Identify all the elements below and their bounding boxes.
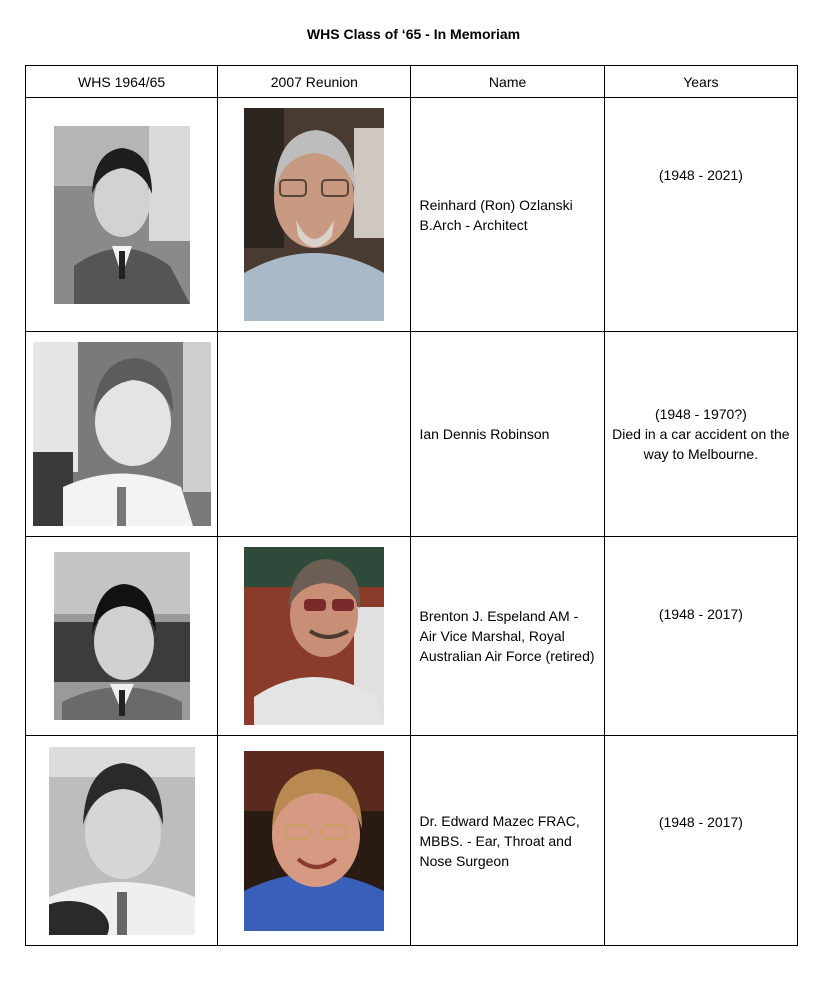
name-cell: Dr. Edward Mazec FRAC, MBBS. - Ear, Throat and Nose Surgeon [411,736,604,946]
document-title: WHS Class of ‘65 - In Memoriam [306,26,521,42]
reunion-photo-cell-empty [218,332,411,537]
years-range: (1948 - 2021) [658,167,743,183]
school-photo-cell [26,332,218,537]
school-portrait-photo [54,552,190,720]
school-portrait-photo [54,126,190,304]
header-whs-1964-65: WHS 1964/65 [26,66,218,98]
years-range: (1948 - 2017) [658,814,743,830]
memoriam-table [25,65,798,946]
reunion-photo-cell [218,537,411,736]
reunion-portrait-photo [244,751,384,931]
school-photo-cell [26,98,218,332]
years-range: (1948 - 2017) [658,606,743,622]
years-cell [604,332,797,537]
header-name: Name [411,66,604,98]
table-row [26,736,798,946]
school-portrait-photo [33,342,211,526]
name-cell: Reinhard (Ron) Ozlanski B.Arch - Architect [411,98,604,332]
table-row [26,98,798,332]
years-note: Died in a car accident on the way to Melbourne. [612,426,790,462]
years-range: (1948 - 1970?) [654,406,747,422]
header-2007-reunion: 2007 Reunion [218,66,411,98]
reunion-photo-cell [218,736,411,946]
reunion-portrait-photo [244,547,384,725]
reunion-photo-cell [218,98,411,332]
school-portrait-photo [49,747,195,935]
years-cell [604,537,797,736]
years-cell [604,98,797,332]
name-cell: Ian Dennis Robinson [411,332,604,537]
school-photo-cell [26,736,218,946]
years-cell [604,736,797,946]
table-header-row [26,66,798,98]
school-photo-cell [26,537,218,736]
name-cell: Brenton J. Espeland AM - Air Vice Marshal, Royal Australian Air Force (retired) [411,537,604,736]
table-row [26,332,798,537]
header-years: Years [604,66,797,98]
table-row [26,537,798,736]
reunion-portrait-photo [244,108,384,321]
